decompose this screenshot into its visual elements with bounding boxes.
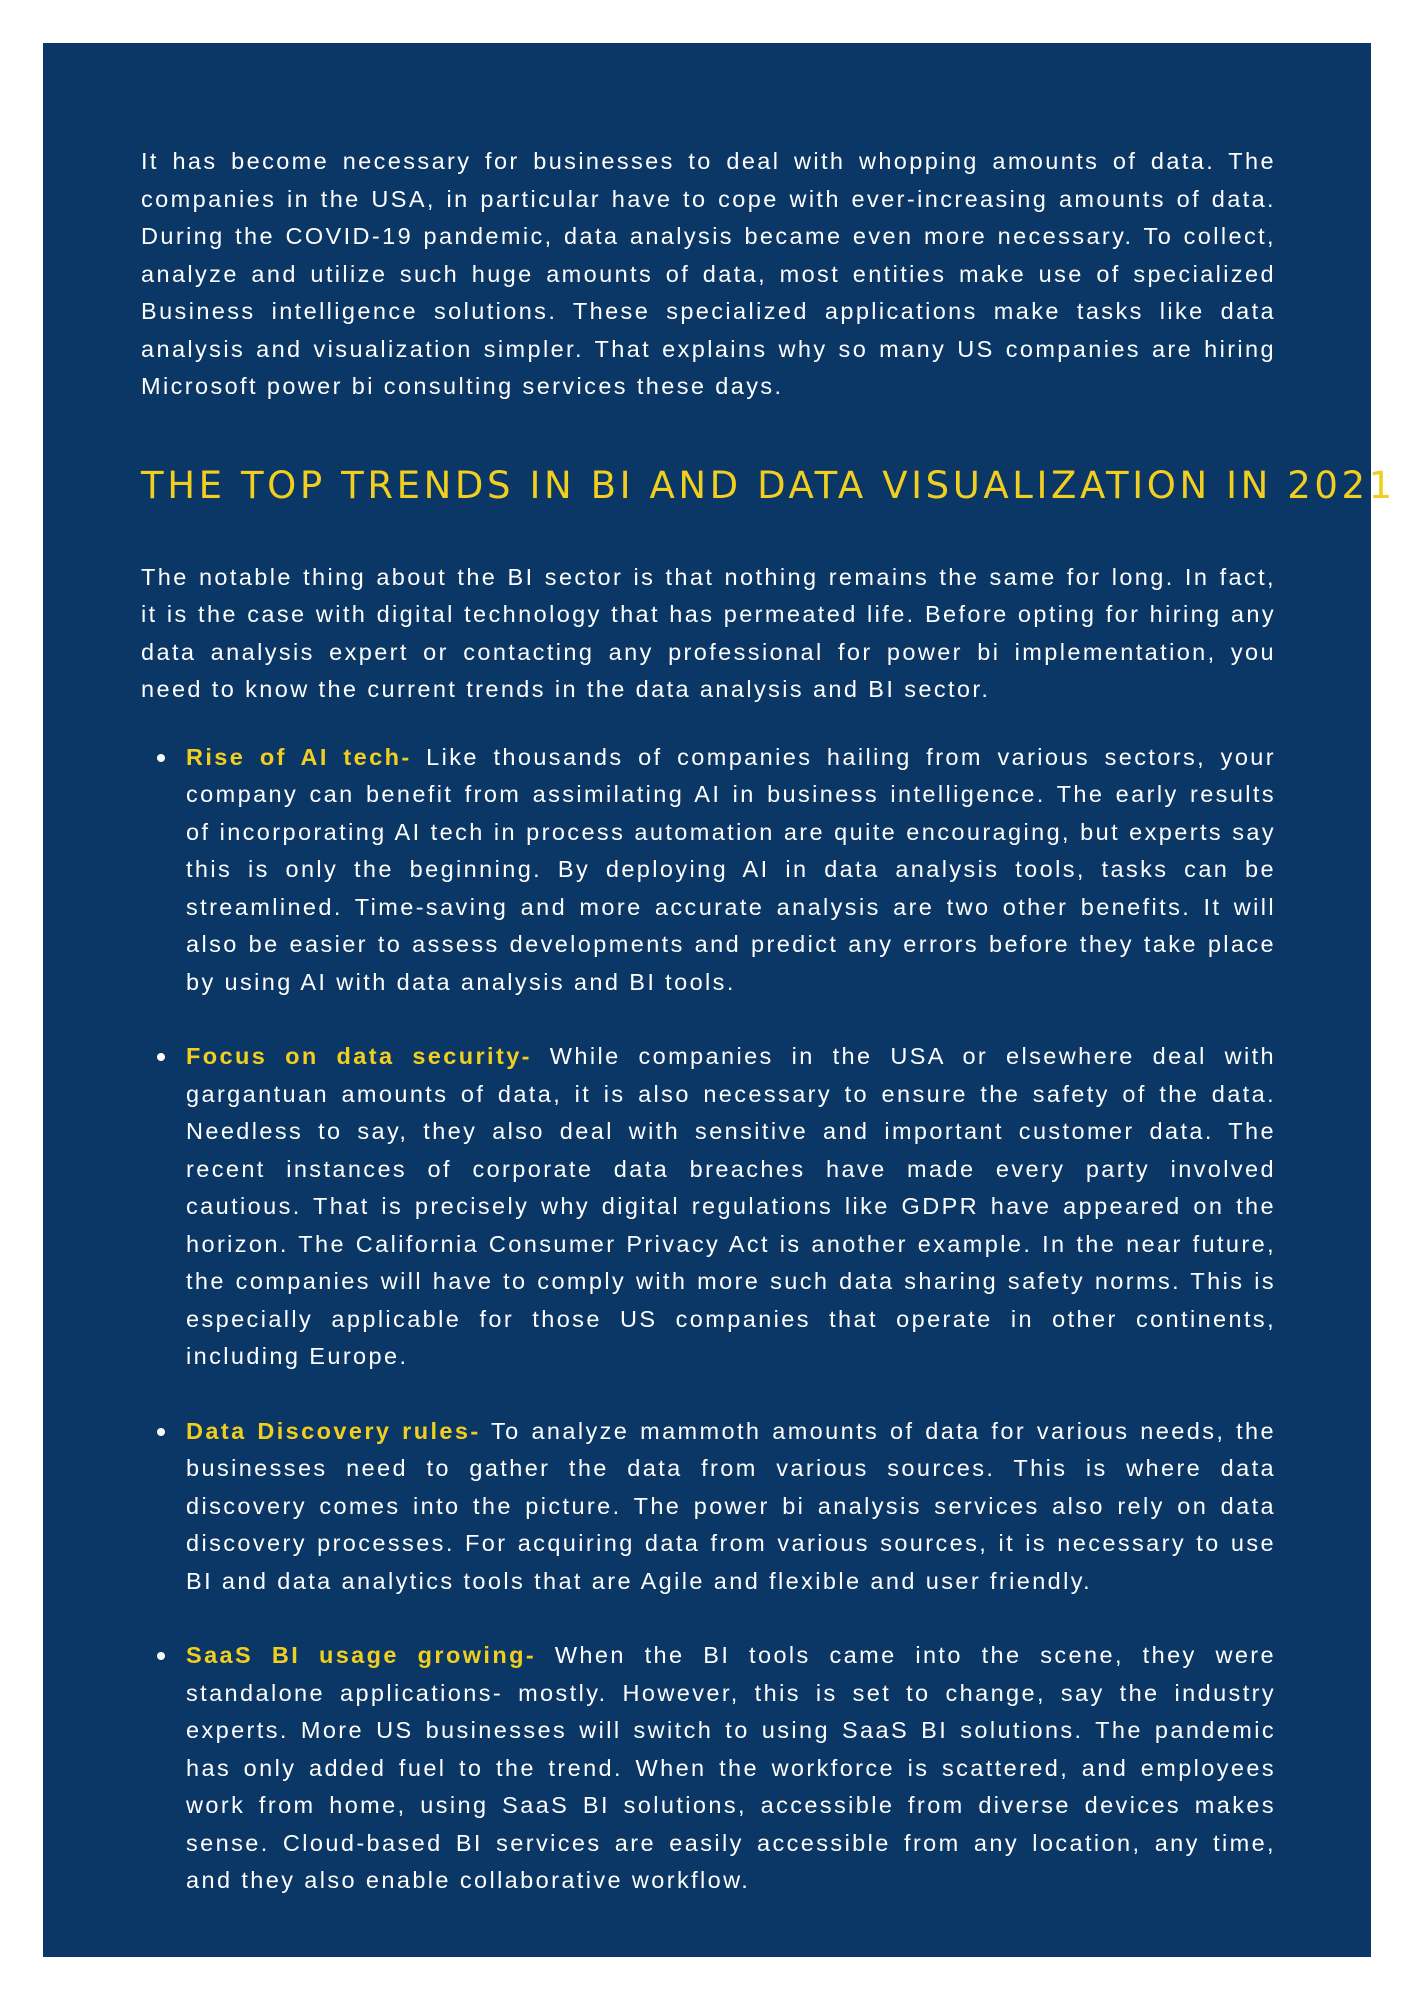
list-item [141, 739, 1276, 1002]
page-panel [43, 43, 1396, 1957]
list-item-text: To analyze mammoth amounts of data for various needs, the businesses need to gather the data from various sources. This is where data discovery comes into the picture. The power bi analysis services also rely on data discovery processes. For acquiring data from various sources, it is necessary to use BI and data analytics tools that are Agile and flexible and user friendly. [186, 1417, 1276, 1594]
bullet-dot-icon [157, 1428, 165, 1436]
article-body [141, 143, 1396, 1937]
list-item [141, 1038, 1276, 1376]
intro-paragraph: It has become necessary for businesses to deal with whopping amounts of data. The companies in the USA, in particular have to cope with ever-increasing amounts of data. During the COVID-19 pandemic, data analysis became even more necessary. To collect, analyze and utilize such huge amounts of data, most entities make use of specialized Business intelligence solutions. These specialized applications make tasks like data analysis and visualization simpler. That explains why so many US companies are hiring Microsoft power bi consulting services these days. [141, 148, 1276, 399]
section-heading: THE TOP TRENDS IN BI AND DATA VISUALIZATION IN 2021 [141, 463, 1396, 507]
list-item-title: Data Discovery rules- [186, 1417, 481, 1444]
bullet-dot-icon [157, 1053, 165, 1061]
list-item-text: When the BI tools came into the scene, they were standalone applications- mostly. However, this is set to change, say the industry experts. More US businesses will switch to using SaaS BI solutions. The pandemic has only added fuel to the trend. When the workforce is scattered, and employees work from home, using SaaS BI solutions, accessible from diverse devices makes sense. Cloud-based BI services are easily accessible from any location, any time, and they also enable collaborative workflow. [186, 1642, 1277, 1893]
list-item-title: Focus on data security- [186, 1043, 532, 1069]
section-intro-paragraph: The notable thing about the BI sector is that nothing remains the same for long. In fact, it is the case with digital technology that has permeated life. Before opting for hiring any data analysis expert or contacting any professional for power bi implementation, you need to know the current trends in the data analysis and BI sector. [141, 563, 1276, 702]
bullet-dot-icon [157, 754, 165, 762]
list-item [141, 1637, 1276, 1900]
list-item-text: Like thousands of companies hailing from various sectors, your company can benefit from assimilating AI in business intelligence. The early results of incorporating AI tech in process automation are quite encouraging, but experts say this is only the beginning. By deploying AI in data analysis tools, tasks can be streamlined. Time-saving and more accurate analysis are two other benefits. It will also be easier to assess developments and predict any errors before they take place by using AI with data analysis and BI tools. [186, 743, 1276, 995]
list-item-text: While companies in the USA or elsewhere deal with gargantuan amounts of data, it is also necessary to ensure the safety of the data. Needless to say, they also deal with sensitive and important customer data. The recent instances of corporate data breaches have made every party involved cautious. That is precisely why digital regulations like GDPR have appeared on the horizon. The California Consumer Privacy Act is another example. In the near future, the companies will have to comply with more such data sharing safety norms. This is especially applicable for those US companies that operate in other continents, including Europe. [186, 1043, 1276, 1369]
list-item-title: SaaS BI usage growing- [186, 1642, 537, 1668]
bullet-dot-icon [157, 1652, 165, 1660]
list-item-title: Rise of AI tech- [186, 743, 412, 770]
trends-list [141, 739, 1276, 1900]
list-item [141, 1413, 1276, 1601]
